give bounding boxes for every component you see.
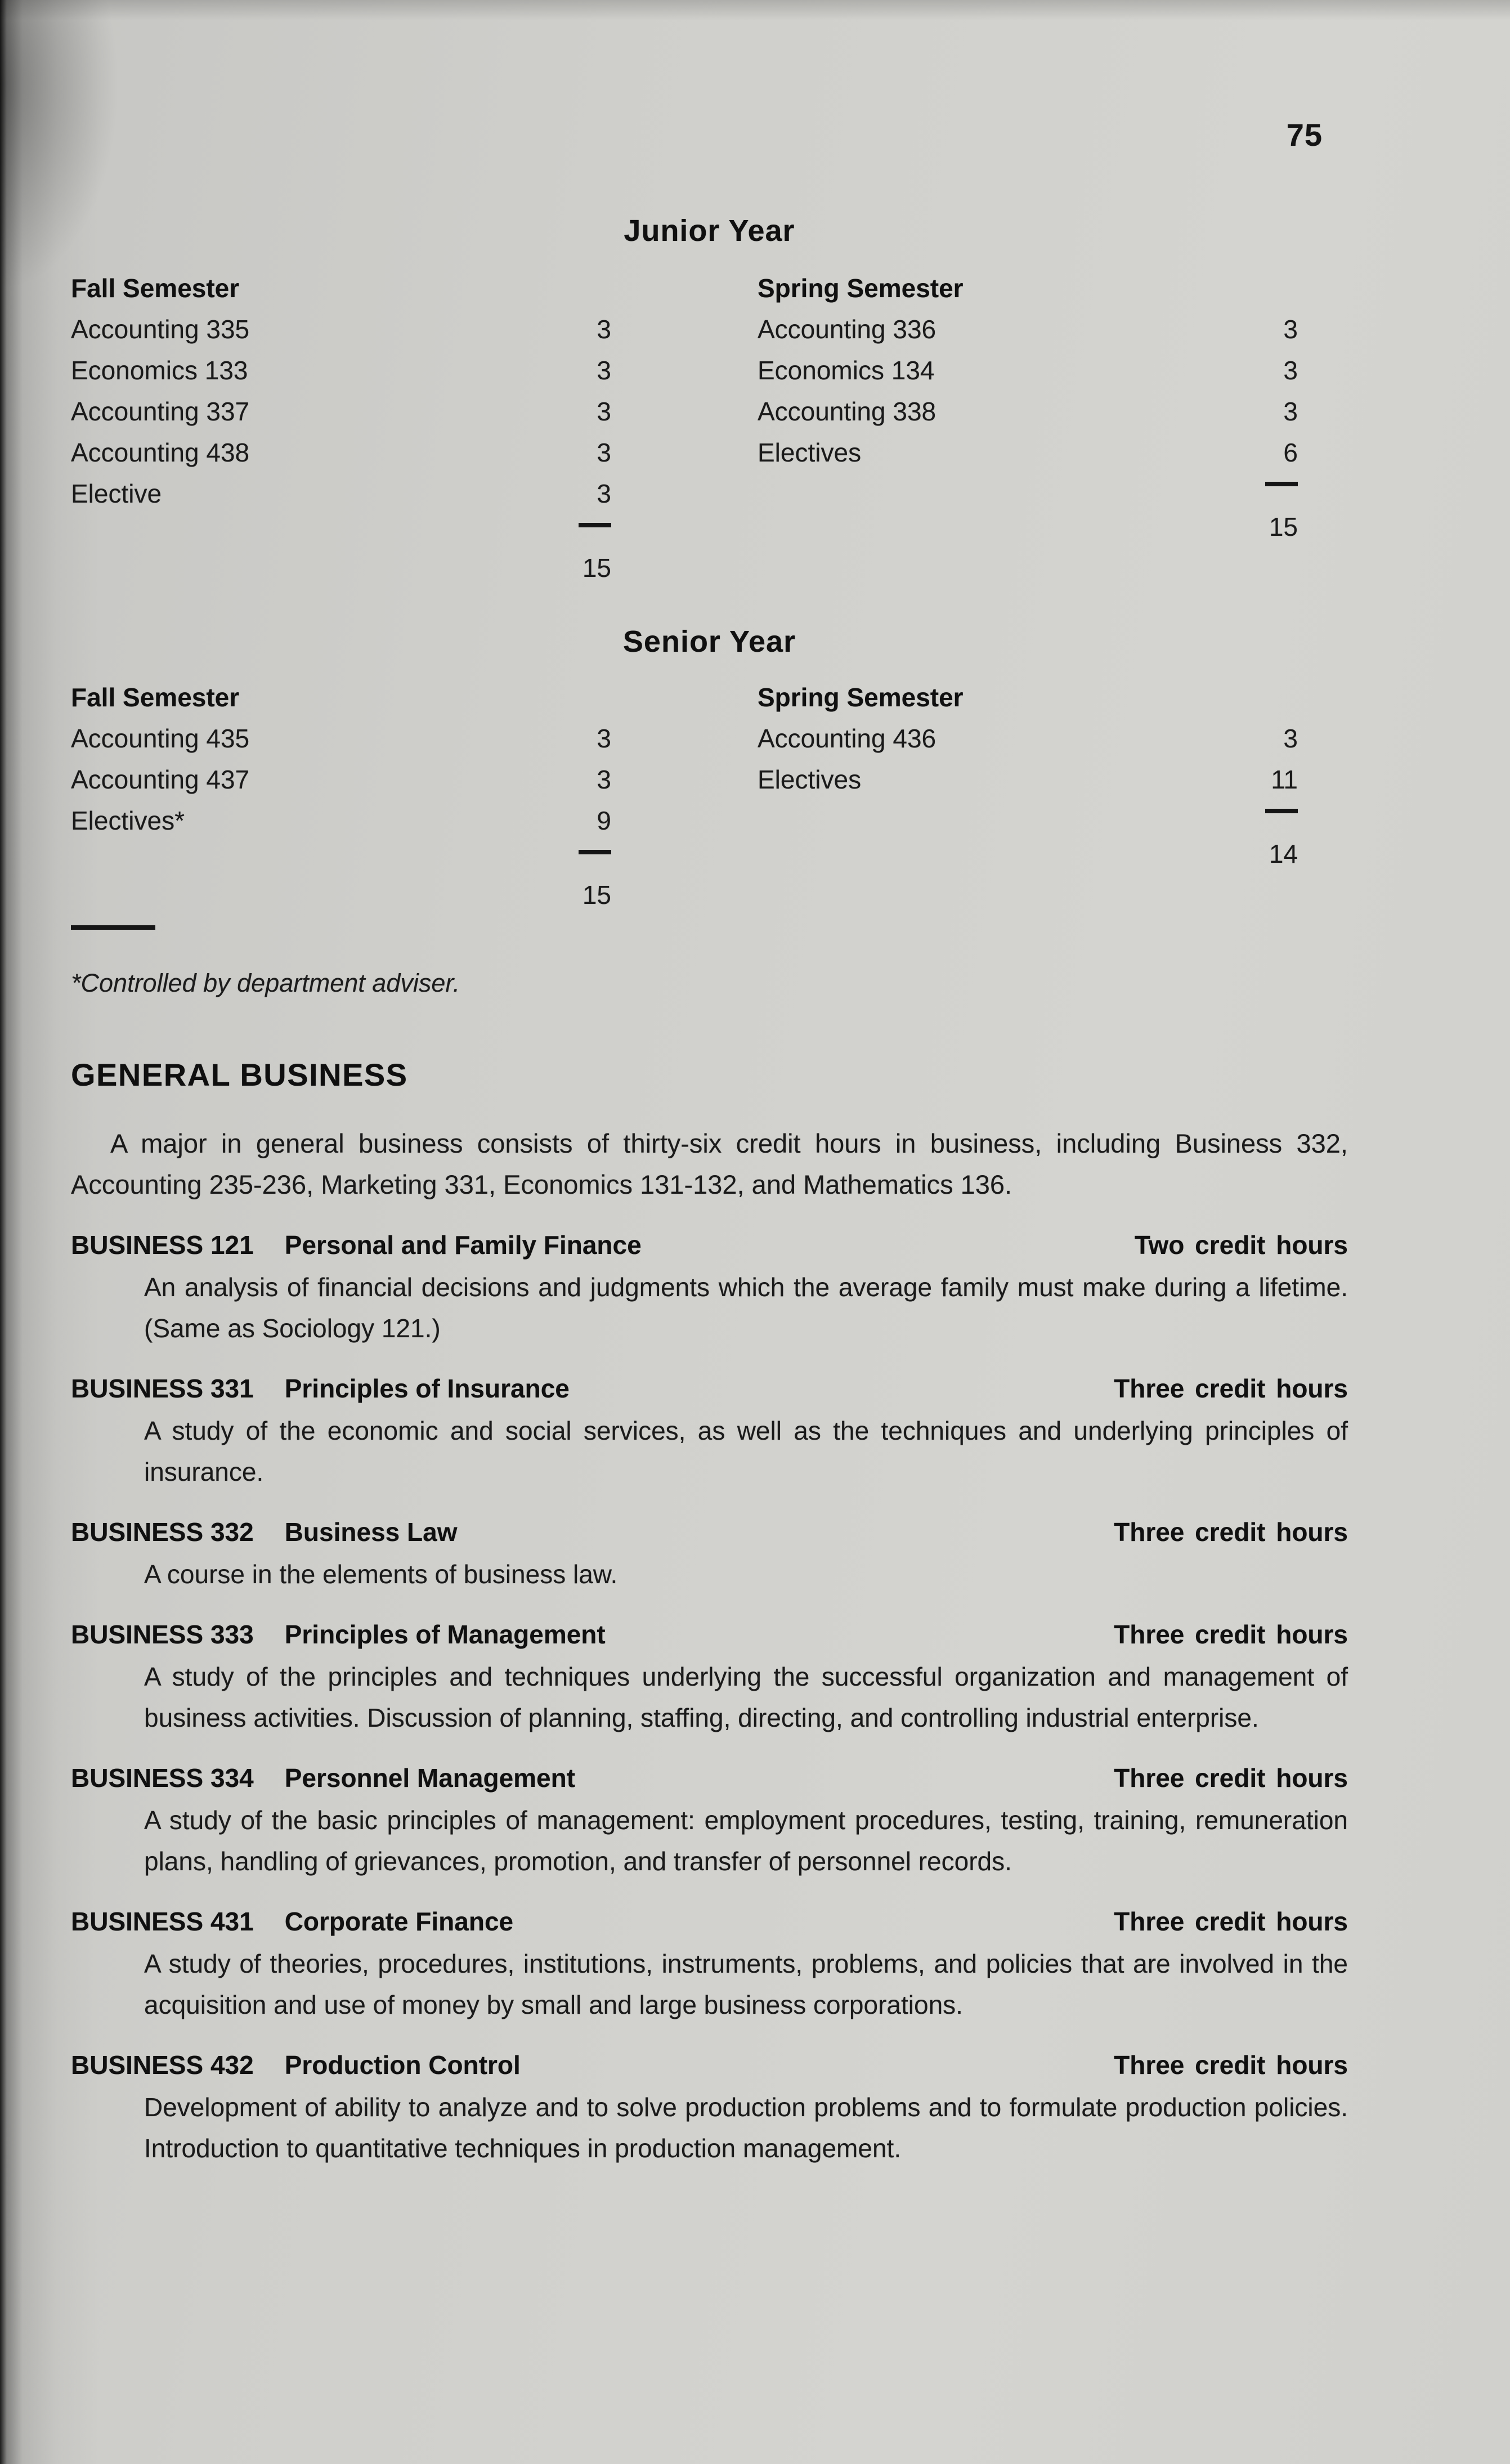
course-name: Accounting 437 bbox=[71, 765, 250, 794]
course-credit-hours: Three credit hours bbox=[1114, 1620, 1348, 1649]
sum-rule-row bbox=[758, 800, 1298, 813]
sum-rule-row bbox=[71, 514, 611, 527]
course-code: BUSINESS 121 bbox=[71, 1230, 254, 1260]
course-credit-hours: 3 bbox=[597, 765, 611, 794]
course-credit-hours: 3 bbox=[1283, 397, 1298, 426]
course-entry bbox=[71, 2045, 1348, 2169]
course-code-and-title bbox=[71, 1758, 575, 1798]
sum-rule bbox=[1265, 809, 1298, 813]
junior-fall-column bbox=[71, 268, 611, 585]
course-code: BUSINESS 432 bbox=[71, 2050, 254, 2080]
course-credit-hours: 3 bbox=[597, 315, 611, 344]
course-description: A study of the basic principles of management: employment procedures, testing, training, remuneration plans, handling of grievances, promotion, and transfer of personnel records. bbox=[144, 1806, 1348, 1876]
course-header bbox=[71, 1225, 1348, 1265]
course-name: Electives* bbox=[71, 806, 185, 835]
footnote: *Controlled by department adviser. bbox=[71, 969, 460, 997]
junior-fall-rows bbox=[71, 309, 611, 514]
course-code-and-title bbox=[71, 1369, 570, 1408]
sum-rule-row bbox=[71, 841, 611, 854]
course-code: BUSINESS 332 bbox=[71, 1517, 254, 1547]
junior-year-title: Junior Year bbox=[624, 214, 795, 248]
course-row bbox=[758, 350, 1298, 391]
course-credit-hours: 6 bbox=[1283, 438, 1298, 467]
course-row bbox=[71, 432, 611, 473]
course-code: BUSINESS 334 bbox=[71, 1763, 254, 1793]
course-title: Corporate Finance bbox=[284, 1907, 514, 1936]
sum-rule-row bbox=[758, 473, 1298, 486]
course-code: BUSINESS 331 bbox=[71, 1374, 254, 1403]
course-description: A course in the elements of business law. bbox=[144, 1560, 618, 1589]
spring-semester-header: Spring Semester bbox=[758, 274, 964, 303]
course-name: Electives bbox=[758, 765, 862, 794]
course-credit-hours: 3 bbox=[1283, 724, 1298, 753]
course-code: BUSINESS 431 bbox=[71, 1907, 254, 1936]
sum-rule bbox=[579, 850, 611, 854]
fall-semester-header: Fall Semester bbox=[71, 274, 240, 303]
course-row bbox=[71, 718, 611, 759]
senior-fall-column bbox=[71, 677, 611, 912]
junior-spring-rows bbox=[758, 309, 1298, 473]
course-row bbox=[758, 718, 1298, 759]
course-name: Accounting 335 bbox=[71, 315, 250, 344]
course-credit-hours: 9 bbox=[597, 806, 611, 835]
senior-fall-total: 15 bbox=[582, 880, 611, 910]
course-header bbox=[71, 1758, 1348, 1798]
senior-spring-rows bbox=[758, 718, 1298, 800]
course-row bbox=[71, 759, 611, 800]
course-row bbox=[71, 391, 611, 432]
course-title: Personal and Family Finance bbox=[284, 1230, 642, 1260]
course-title: Production Control bbox=[284, 2050, 521, 2080]
course-name: Accounting 337 bbox=[71, 397, 250, 426]
course-row bbox=[758, 391, 1298, 432]
course-row bbox=[758, 309, 1298, 350]
course-credit-hours: Three credit hours bbox=[1114, 1763, 1348, 1793]
course-name: Elective bbox=[71, 479, 162, 508]
sum-rule bbox=[1265, 482, 1298, 486]
course-credit-hours: 3 bbox=[1283, 315, 1298, 344]
course-description: A study of the principles and techniques underlying the successful organization and management of business activities. Discussion of planning, staffing, directing, and controlling industrial enterprise. bbox=[144, 1662, 1348, 1732]
course-row bbox=[71, 350, 611, 391]
senior-year-title: Senior Year bbox=[622, 625, 796, 658]
course-title: Personnel Management bbox=[284, 1763, 576, 1793]
course-entry bbox=[71, 1225, 1348, 1349]
course-title: Principles of Management bbox=[284, 1620, 606, 1649]
course-name: Accounting 436 bbox=[758, 724, 937, 753]
course-credit-hours: 3 bbox=[597, 724, 611, 753]
course-description: Development of ability to analyze and to solve production problems and to formulate production policies. Introduction to quantitative techniques in production management. bbox=[144, 2093, 1348, 2163]
senior-year-schedule bbox=[71, 677, 1348, 912]
course-credit-hours: 3 bbox=[597, 356, 611, 385]
course-list bbox=[71, 1225, 1348, 2169]
section-intro: A major in general business consists of thirty-six credit hours in business, including Business 332, Accounting 235-236, Marketing 331, Economics 131-132, and Mathematics 136. bbox=[71, 1128, 1348, 1199]
course-name: Accounting 438 bbox=[71, 438, 250, 467]
course-description: A study of the economic and social services, as well as the techniques and underlying principles of insurance. bbox=[144, 1416, 1348, 1486]
course-title: Business Law bbox=[284, 1517, 458, 1547]
course-description: An analysis of financial decisions and judgments which the average family must make during a lifetime. (Same as Sociology 121.) bbox=[144, 1273, 1348, 1343]
senior-spring-column bbox=[758, 677, 1298, 912]
course-credit-hours: 3 bbox=[597, 479, 611, 508]
course-header bbox=[71, 1615, 1348, 1654]
course-credit-hours: Two credit hours bbox=[1134, 1230, 1348, 1260]
course-code-and-title bbox=[71, 2045, 521, 2085]
course-credit-hours: Three credit hours bbox=[1114, 2050, 1348, 2080]
junior-spring-column bbox=[758, 268, 1298, 585]
senior-spring-total: 14 bbox=[1269, 839, 1298, 868]
course-row bbox=[71, 473, 611, 514]
course-header bbox=[71, 1902, 1348, 1941]
course-name: Electives bbox=[758, 438, 862, 467]
course-header bbox=[71, 1512, 1348, 1552]
page-number: 75 bbox=[1286, 117, 1323, 153]
course-row bbox=[758, 432, 1298, 473]
junior-fall-total: 15 bbox=[582, 553, 611, 583]
course-credit-hours: Three credit hours bbox=[1114, 1517, 1348, 1547]
course-name: Economics 134 bbox=[758, 356, 935, 385]
course-entry bbox=[71, 1902, 1348, 2026]
course-code-and-title bbox=[71, 1512, 457, 1552]
course-row bbox=[758, 759, 1298, 800]
sum-rule bbox=[579, 523, 611, 527]
course-entry bbox=[71, 1369, 1348, 1493]
course-entry bbox=[71, 1512, 1348, 1595]
course-credit-hours: 3 bbox=[597, 438, 611, 467]
section-heading: GENERAL BUSINESS bbox=[71, 1057, 408, 1092]
course-name: Economics 133 bbox=[71, 356, 248, 385]
senior-fall-rows bbox=[71, 718, 611, 841]
course-name: Accounting 336 bbox=[758, 315, 937, 344]
course-name: Accounting 435 bbox=[71, 724, 250, 753]
course-code: BUSINESS 333 bbox=[71, 1620, 254, 1649]
fall-semester-header: Fall Semester bbox=[71, 683, 240, 712]
course-code-and-title bbox=[71, 1615, 606, 1654]
course-row bbox=[71, 309, 611, 350]
course-credit-hours: Three credit hours bbox=[1114, 1374, 1348, 1403]
course-credit-hours: 3 bbox=[597, 397, 611, 426]
course-credit-hours: Three credit hours bbox=[1114, 1907, 1348, 1936]
junior-year-schedule bbox=[71, 268, 1348, 585]
course-code-and-title bbox=[71, 1225, 642, 1265]
course-name: Accounting 338 bbox=[758, 397, 937, 426]
course-header bbox=[71, 1369, 1348, 1408]
course-row bbox=[71, 800, 611, 841]
course-credit-hours: 3 bbox=[1283, 356, 1298, 385]
spring-semester-header: Spring Semester bbox=[758, 683, 964, 712]
course-entry bbox=[71, 1615, 1348, 1739]
course-description: A study of theories, procedures, institutions, instruments, problems, and policies that are involved in the acquisition and use of money by small and large business corporations. bbox=[144, 1949, 1348, 2019]
junior-spring-total: 15 bbox=[1269, 512, 1298, 541]
course-credit-hours: 11 bbox=[1271, 765, 1298, 794]
course-header bbox=[71, 2045, 1348, 2085]
course-code-and-title bbox=[71, 1902, 513, 1941]
course-entry bbox=[71, 1758, 1348, 1882]
course-title: Principles of Insurance bbox=[284, 1374, 570, 1403]
footnote-rule bbox=[71, 925, 155, 930]
